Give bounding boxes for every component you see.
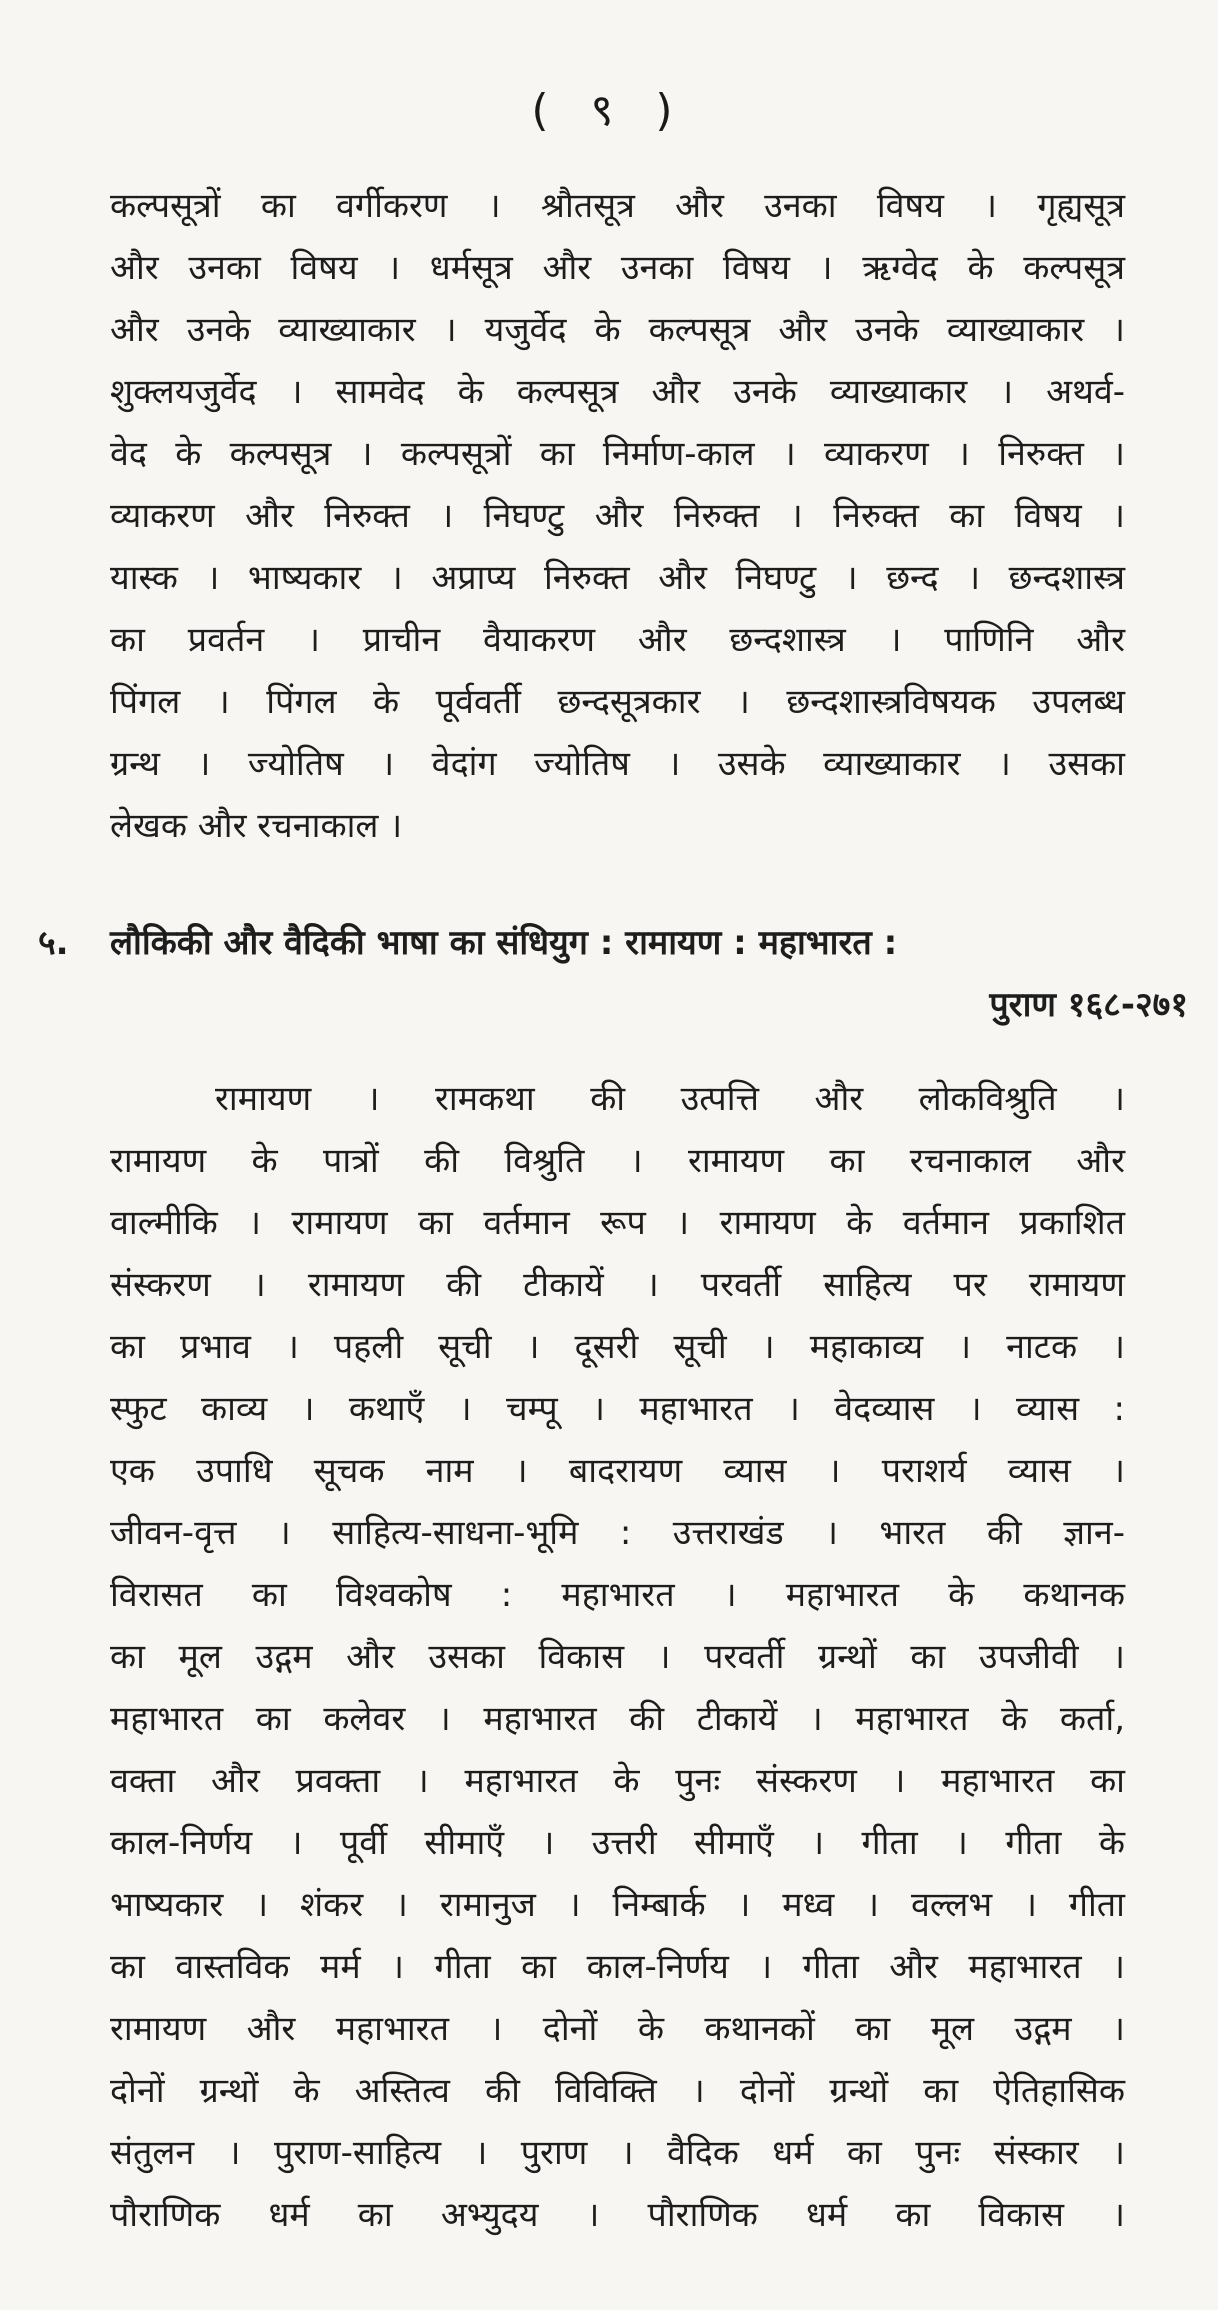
text-line: कल्पसूत्रों का वर्गीकरण । श्रौतसूत्र और उनका विषय । गृह्यसूत्र <box>110 186 1125 226</box>
text-line: व्याकरण और निरुक्त । निघण्टु और निरुक्त । निरुक्त का विषय । <box>110 496 1125 536</box>
text-line: यास्क । भाष्यकार । अप्राप्य निरुक्त और निघण्टु । छन्द । छन्दशास्त्र <box>110 558 1125 598</box>
text-line: का मूल उद्गम और उसका विकास । परवर्ती ग्रन्थों का उपजीवी । <box>110 1637 1125 1677</box>
text-line: का प्रवर्तन । प्राचीन वैयाकरण और छन्दशास्त्र । पाणिनि और <box>110 620 1125 660</box>
section-number: ५. <box>38 923 69 963</box>
text-line: संतुलन । पुराण-साहित्य । पुराण । वैदिक धर्म का पुनः संस्कार । <box>110 2133 1125 2173</box>
text-line: पौराणिक धर्म का अभ्युदय । पौराणिक धर्म का विकास । <box>110 2195 1125 2235</box>
text-line: काल-निर्णय । पूर्वी सीमाएँ । उत्तरी सीमाएँ । गीता । गीता के <box>110 1823 1125 1863</box>
contents-paragraph-2 <box>110 1068 1125 2246</box>
text-line: और उनका विषय । धर्मसूत्र और उनका विषय । ऋग्वेद के कल्पसूत्र <box>110 248 1125 288</box>
text-line: ग्रन्थ । ज्योतिष । वेदांग ज्योतिष । उसके व्याख्याकार । उसका <box>110 744 1125 784</box>
text-line: विरासत का विश्वकोष : महाभारत । महाभारत के कथानक <box>110 1575 1125 1615</box>
text-line: रामायण के पात्रों की विश्रुति । रामायण का रचनाकाल और <box>110 1141 1125 1181</box>
section-title: लौकिकी और वैदिकी भाषा का संधियुग : रामायण : महाभारत : <box>110 923 898 963</box>
text-line: रामायण । रामकथा की उत्पत्ति और लोकविश्रुति । <box>215 1079 1125 1119</box>
text-line: वाल्मीकि । रामायण का वर्तमान रूप । रामायण के वर्तमान प्रकाशित <box>110 1203 1125 1243</box>
text-line: पिंगल । पिंगल के पूर्ववर्ती छन्दसूत्रकार । छन्दशास्त्रविषयक उपलब्ध <box>110 682 1125 722</box>
section-page-range: पुराण १६८-२७१ <box>989 985 1188 1025</box>
text-line: वेद के कल्पसूत्र । कल्पसूत्रों का निर्माण-काल । व्याकरण । निरुक्त । <box>110 434 1125 474</box>
text-line: महाभारत का कलेवर । महाभारत की टीकायें । महाभारत के कर्ता, <box>110 1699 1125 1739</box>
text-line: शुक्लयजुर्वेद । सामवेद के कल्पसूत्र और उनके व्याख्याकार । अथर्व- <box>110 372 1125 412</box>
text-line: संस्करण । रामायण की टीकायें । परवर्ती साहित्य पर रामायण <box>110 1265 1125 1305</box>
text-line: स्फुट काव्य । कथाएँ । चम्पू । महाभारत । वेदव्यास । व्यास : <box>110 1389 1125 1429</box>
text-line: लेखक और रचनाकाल । <box>110 806 403 846</box>
text-line: और उनके व्याख्याकार । यजुर्वेद के कल्पसूत्र और उनके व्याख्याकार । <box>110 310 1125 350</box>
text-line: एक उपाधि सूचक नाम । बादरायण व्यास । पराशर्य व्यास । <box>110 1451 1125 1491</box>
text-line: भाष्यकार । शंकर । रामानुज । निम्बार्क । मध्व । वल्लभ । गीता <box>110 1885 1125 1925</box>
text-line: जीवन-वृत्त । साहित्य-साधना-भूमि : उत्तराखंड । भारत की ज्ञान- <box>110 1513 1125 1553</box>
section-heading <box>38 912 1188 1036</box>
page-number: ( ९ ) <box>531 85 687 136</box>
text-line: दोनों ग्रन्थों के अस्तित्व की विविक्ति । दोनों ग्रन्थों का ऐतिहासिक <box>110 2071 1125 2111</box>
text-line: रामायण और महाभारत । दोनों के कथानकों का मूल उद्गम । <box>110 2009 1125 2049</box>
text-line: वक्ता और प्रवक्ता । महाभारत के पुनः संस्करण । महाभारत का <box>110 1761 1125 1801</box>
text-line: का प्रभाव । पहली सूची । दूसरी सूची । महाकाव्य । नाटक । <box>110 1327 1125 1367</box>
text-line: का वास्तविक मर्म । गीता का काल-निर्णय । गीता और महाभारत । <box>110 1947 1125 1987</box>
contents-paragraph-1 <box>110 175 1125 857</box>
